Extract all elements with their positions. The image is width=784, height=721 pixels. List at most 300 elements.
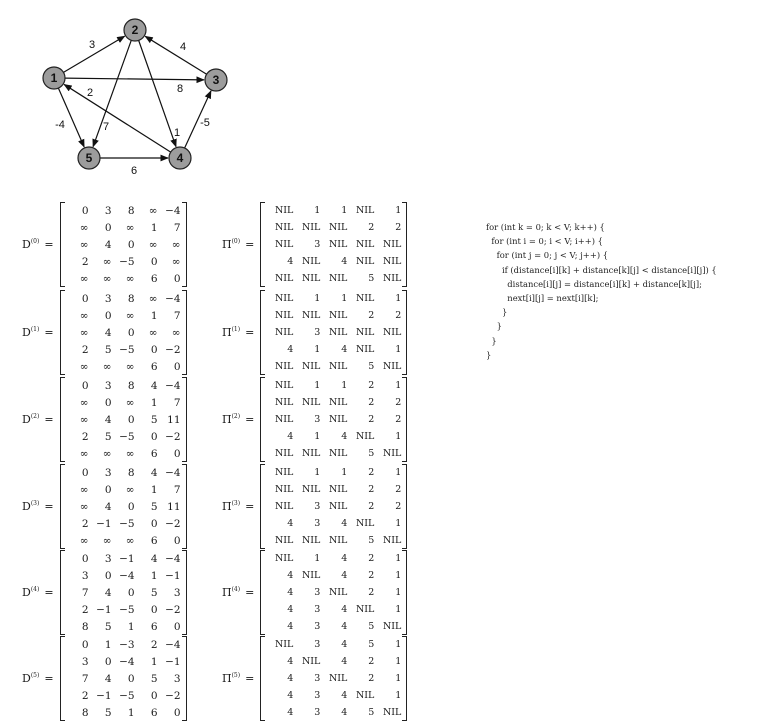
matrix-cell: NIL xyxy=(274,239,294,250)
matrix-row xyxy=(266,550,401,567)
matrix-cell: 4 xyxy=(104,326,112,339)
matrix-cell: 2 xyxy=(368,673,375,684)
predecessor-matrix xyxy=(260,290,407,375)
matrix-row xyxy=(66,584,181,601)
matrix-cell: 4 xyxy=(104,238,112,251)
matrix-cell: 4 xyxy=(287,344,294,355)
matrix-cell: 3 xyxy=(314,327,321,338)
matrix-cell: NIL xyxy=(382,707,402,718)
matrix-cell: −5 xyxy=(119,255,135,268)
matrix-cell: 2 xyxy=(150,638,158,651)
graph-svg xyxy=(22,0,252,180)
matrix-cell: 0 xyxy=(81,638,89,651)
matrix-row xyxy=(266,515,401,532)
matrix-row xyxy=(66,219,181,236)
matrix-cell: NIL xyxy=(301,484,321,495)
matrix-cell: 3 xyxy=(314,639,321,650)
matrix-cell: −4 xyxy=(119,569,135,582)
matrix-cell: NIL xyxy=(301,361,321,372)
matrix-cell: 3 xyxy=(104,379,112,392)
matrix-cell: ∞ xyxy=(125,309,135,322)
edge-4-1 xyxy=(64,84,171,152)
matrix-cell: 0 xyxy=(127,500,135,513)
matrix-row xyxy=(266,567,401,584)
matrix-cell: 5 xyxy=(368,707,375,718)
matrix-cell: 4 xyxy=(287,256,294,267)
matrix-cell: NIL xyxy=(355,344,375,355)
matrix-cell: 3 xyxy=(173,586,181,599)
matrix-cell: NIL xyxy=(328,535,348,546)
matrix-cell: NIL xyxy=(328,239,348,250)
matrix-cell: NIL xyxy=(274,273,294,284)
code-line: for (int i = 0; i < V; i++) { xyxy=(486,236,604,247)
matrix-symbol: D xyxy=(22,586,31,599)
matrix-cell: 2 xyxy=(368,570,375,581)
matrix-cell: 6 xyxy=(150,706,158,719)
code-line: if (distance[i][k] + distance[k][j] < distance[i][j]) { xyxy=(486,264,717,275)
matrix-cell: 5 xyxy=(368,621,375,632)
matrix-cell: 4 xyxy=(150,552,158,565)
distance-matrix xyxy=(60,290,187,375)
edge-2-4 xyxy=(139,40,176,146)
matrix-cell: 0 xyxy=(173,360,181,373)
matrix-row xyxy=(266,253,401,270)
matrix-cell: NIL xyxy=(274,310,294,321)
node-label: 3 xyxy=(212,73,220,87)
matrix-cell: −1 xyxy=(96,689,112,702)
equals-sign: = xyxy=(44,672,54,685)
matrix-cell: 1 xyxy=(395,553,402,564)
matrix-cell: NIL xyxy=(301,310,321,321)
matrix-cell: 3 xyxy=(314,690,321,701)
d-matrix-block xyxy=(22,290,187,375)
code-line: for (int j = 0; j < V; j++) { xyxy=(486,250,609,261)
matrix-cell: 3 xyxy=(104,552,112,565)
matrix-cell: NIL xyxy=(355,293,375,304)
matrix-row xyxy=(266,377,401,394)
matrix-cell: NIL xyxy=(382,273,402,284)
matrix-cell: −2 xyxy=(165,689,181,702)
matrix-row xyxy=(266,636,401,653)
matrix-cell: ∞ xyxy=(79,221,89,234)
matrix-cell: 0 xyxy=(81,466,89,479)
matrix-row xyxy=(266,670,401,687)
matrix-cell: 4 xyxy=(287,604,294,615)
matrix-cell: −4 xyxy=(165,466,181,479)
matrix-cell: 1 xyxy=(395,604,402,615)
code-line: } xyxy=(486,349,492,360)
matrix-cell: 4 xyxy=(341,707,348,718)
node-5 xyxy=(78,147,100,169)
matrix-cell: 4 xyxy=(341,256,348,267)
matrix-cell: ∞ xyxy=(79,309,89,322)
predecessor-matrix xyxy=(260,377,407,462)
matrix-row xyxy=(66,687,181,704)
distance-matrix xyxy=(60,550,187,635)
matrix-cell: ∞ xyxy=(79,483,89,496)
matrix-row xyxy=(266,481,401,498)
matrix-cell: 4 xyxy=(341,518,348,529)
matrix-cell: NIL xyxy=(328,501,348,512)
matrix-cell: 2 xyxy=(368,501,375,512)
matrix-cell: 1 xyxy=(314,344,321,355)
matrix-cell: 4 xyxy=(150,379,158,392)
matrix-row xyxy=(66,394,181,411)
matrix-symbol: Π xyxy=(222,672,232,685)
matrix-cell: NIL xyxy=(382,361,402,372)
matrix-cell: ∞ xyxy=(102,447,112,460)
matrix-cell: 0 xyxy=(150,603,158,616)
edge-weight-2-5: 7 xyxy=(102,121,110,133)
matrix-cell: NIL xyxy=(355,327,375,338)
matrix-cell: NIL xyxy=(328,397,348,408)
matrix-cell: −5 xyxy=(119,517,135,530)
matrix-cell: NIL xyxy=(274,222,294,233)
matrix-cell: 4 xyxy=(341,431,348,442)
matrix-cell: 4 xyxy=(341,344,348,355)
edge-weight-5-4: 6 xyxy=(130,165,138,177)
matrix-cell: NIL xyxy=(301,570,321,581)
matrix-cell: 2 xyxy=(368,380,375,391)
equals-sign: = xyxy=(44,326,54,339)
matrix-cell: NIL xyxy=(328,484,348,495)
matrix-row xyxy=(66,253,181,270)
matrix-cell: −1 xyxy=(96,517,112,530)
matrix-row xyxy=(66,358,181,375)
matrix-cell: 5 xyxy=(150,500,158,513)
matrix-cell: ∞ xyxy=(79,500,89,513)
matrix-cell: NIL xyxy=(382,256,402,267)
matrix-symbol: Π xyxy=(222,500,232,513)
matrix-cell: NIL xyxy=(301,273,321,284)
matrix-cell: 4 xyxy=(287,518,294,529)
matrix-cell: ∞ xyxy=(102,272,112,285)
matrix-cell: ∞ xyxy=(102,255,112,268)
matrix-cell: 1 xyxy=(314,380,321,391)
matrix-cell: 1 xyxy=(395,673,402,684)
matrix-label xyxy=(222,326,254,339)
matrix-cell: NIL xyxy=(328,361,348,372)
edge-weight-1-5: -4 xyxy=(55,119,65,131)
matrix-cell: −2 xyxy=(165,430,181,443)
matrix-cell: NIL xyxy=(274,467,294,478)
matrix-cell: 3 xyxy=(314,621,321,632)
matrix-row xyxy=(66,428,181,445)
matrix-superscript: (1) xyxy=(231,326,241,333)
matrix-cell: NIL xyxy=(355,205,375,216)
code-line: for (int k = 0; k < V; k++) { xyxy=(486,222,605,232)
matrix-cell: 1 xyxy=(341,205,348,216)
matrix-cell: −5 xyxy=(119,689,135,702)
matrix-row xyxy=(266,584,401,601)
matrix-cell: −2 xyxy=(165,517,181,530)
matrix-symbol: D xyxy=(22,413,31,426)
matrix-label xyxy=(22,672,54,685)
matrix-cell: 7 xyxy=(173,309,181,322)
matrix-row xyxy=(66,601,181,618)
matrix-cell: 11 xyxy=(167,500,181,513)
matrix-cell: 3 xyxy=(104,204,112,217)
matrix-cell: NIL xyxy=(328,273,348,284)
matrix-cell: 1 xyxy=(150,655,158,668)
predecessor-matrix xyxy=(260,464,407,549)
matrix-cell: 1 xyxy=(314,553,321,564)
matrix-cell: ∞ xyxy=(102,360,112,373)
matrix-cell: 3 xyxy=(173,672,181,685)
matrix-row xyxy=(266,411,401,428)
matrix-cell: 4 xyxy=(287,431,294,442)
matrix-superscript: (5) xyxy=(30,672,40,679)
matrix-label xyxy=(222,238,254,251)
matrix-cell: NIL xyxy=(328,310,348,321)
matrix-cell: 3 xyxy=(81,655,89,668)
matrix-cell: 5 xyxy=(104,430,112,443)
matrix-cell: 1 xyxy=(150,483,158,496)
matrix-cell: −4 xyxy=(165,552,181,565)
matrix-cell: NIL xyxy=(274,380,294,391)
matrix-cell: 0 xyxy=(127,326,135,339)
d-matrix-block xyxy=(22,636,187,721)
matrix-cell: 2 xyxy=(81,430,89,443)
matrix-cell: NIL xyxy=(355,239,375,250)
matrix-cell: −1 xyxy=(119,552,135,565)
matrix-cell: ∞ xyxy=(79,534,89,547)
matrix-cell: 2 xyxy=(395,397,402,408)
matrix-cell: 1 xyxy=(150,309,158,322)
matrix-cell: 5 xyxy=(104,343,112,356)
matrix-cell: 6 xyxy=(150,272,158,285)
matrix-superscript: (0) xyxy=(231,238,241,245)
distance-matrix xyxy=(60,202,187,287)
d-matrix-block xyxy=(22,202,187,287)
edge-weight-4-1: 2 xyxy=(86,87,94,99)
matrix-row xyxy=(66,290,181,307)
matrix-cell: −5 xyxy=(119,343,135,356)
matrix-cell: 2 xyxy=(81,343,89,356)
pi-matrix-block xyxy=(222,464,407,549)
matrix-cell: 7 xyxy=(173,396,181,409)
matrix-cell: 8 xyxy=(81,620,89,633)
matrix-cell: 2 xyxy=(395,501,402,512)
matrix-cell: 0 xyxy=(104,483,112,496)
matrix-cell: 1 xyxy=(395,380,402,391)
d-matrix-block xyxy=(22,464,187,549)
matrix-row xyxy=(66,307,181,324)
matrix-cell: 3 xyxy=(104,466,112,479)
matrix-row xyxy=(266,445,401,462)
matrix-cell: 2 xyxy=(368,656,375,667)
matrix-cell: ∞ xyxy=(125,447,135,460)
matrix-cell: 1 xyxy=(341,467,348,478)
matrix-row xyxy=(66,532,181,549)
node-label: 1 xyxy=(50,71,58,85)
matrix-cell: 8 xyxy=(81,706,89,719)
node-3 xyxy=(205,69,227,91)
matrix-cell: 11 xyxy=(167,413,181,426)
matrix-cell: NIL xyxy=(274,361,294,372)
matrix-cell: ∞ xyxy=(125,483,135,496)
matrix-row xyxy=(66,270,181,287)
matrix-cell: 4 xyxy=(341,639,348,650)
matrix-cell: 0 xyxy=(150,517,158,530)
matrix-cell: 4 xyxy=(341,570,348,581)
matrix-cell: NIL xyxy=(274,205,294,216)
equals-sign: = xyxy=(44,413,54,426)
matrix-cell: NIL xyxy=(274,535,294,546)
matrix-cell: 1 xyxy=(150,221,158,234)
code-line: } xyxy=(486,307,508,318)
matrix-cell: 0 xyxy=(150,689,158,702)
predecessor-matrix xyxy=(260,636,407,721)
matrix-cell: 4 xyxy=(287,673,294,684)
matrix-row xyxy=(66,464,181,481)
d-matrix-block xyxy=(22,550,187,635)
matrix-cell: 0 xyxy=(104,309,112,322)
matrix-row xyxy=(266,394,401,411)
matrix-row xyxy=(66,618,181,635)
matrix-cell: NIL xyxy=(355,690,375,701)
matrix-cell: 1 xyxy=(395,587,402,598)
matrix-cell: NIL xyxy=(355,518,375,529)
matrix-row xyxy=(266,324,401,341)
matrix-cell: −4 xyxy=(165,204,181,217)
matrix-cell: 4 xyxy=(104,586,112,599)
matrix-row xyxy=(66,550,181,567)
matrix-superscript: (1) xyxy=(30,326,40,333)
matrix-cell: 6 xyxy=(150,620,158,633)
matrix-symbol: Π xyxy=(222,413,232,426)
matrix-row xyxy=(266,601,401,618)
distance-matrix xyxy=(60,464,187,549)
matrix-row xyxy=(66,653,181,670)
matrix-cell: 3 xyxy=(314,239,321,250)
matrix-cell: 2 xyxy=(368,553,375,564)
matrix-row xyxy=(66,567,181,584)
matrix-cell: NIL xyxy=(382,448,402,459)
matrix-cell: 2 xyxy=(81,689,89,702)
matrix-cell: 2 xyxy=(368,222,375,233)
matrix-row xyxy=(266,307,401,324)
matrix-cell: NIL xyxy=(301,656,321,667)
matrix-row xyxy=(66,515,181,532)
matrix-symbol: D xyxy=(22,672,31,685)
edge-weight-3-2: 4 xyxy=(179,41,187,53)
matrix-cell: −1 xyxy=(165,655,181,668)
matrix-cell: 0 xyxy=(81,204,89,217)
code-line: } xyxy=(486,335,497,346)
matrix-superscript: (2) xyxy=(231,413,241,420)
matrix-cell: NIL xyxy=(274,397,294,408)
node-4 xyxy=(169,147,191,169)
matrix-cell: 2 xyxy=(368,467,375,478)
code-line: next[i][j] = next[i][k]; xyxy=(486,292,599,303)
matrix-cell: 4 xyxy=(287,570,294,581)
node-2 xyxy=(124,19,146,41)
matrix-cell: 0 xyxy=(173,706,181,719)
matrix-row xyxy=(266,358,401,375)
matrix-label xyxy=(222,586,254,599)
matrix-cell: 4 xyxy=(287,690,294,701)
matrix-cell: 0 xyxy=(104,655,112,668)
matrix-cell: NIL xyxy=(355,256,375,267)
matrix-row xyxy=(66,202,181,219)
matrix-cell: 4 xyxy=(287,621,294,632)
matrix-cell: 3 xyxy=(314,604,321,615)
matrix-cell: 3 xyxy=(314,414,321,425)
matrix-cell: NIL xyxy=(274,327,294,338)
matrix-cell: NIL xyxy=(274,639,294,650)
matrix-row xyxy=(266,290,401,307)
matrix-cell: −5 xyxy=(119,430,135,443)
matrix-cell: 4 xyxy=(341,604,348,615)
node-label: 2 xyxy=(131,23,139,37)
matrix-row xyxy=(266,618,401,635)
matrix-cell: 8 xyxy=(127,466,135,479)
matrix-cell: 1 xyxy=(395,570,402,581)
matrix-cell: 2 xyxy=(395,310,402,321)
matrix-cell: 2 xyxy=(81,517,89,530)
matrix-cell: 6 xyxy=(150,447,158,460)
matrix-cell: 5 xyxy=(368,639,375,650)
matrix-symbol: Π xyxy=(222,326,232,339)
matrix-cell: NIL xyxy=(382,327,402,338)
matrix-cell: ∞ xyxy=(171,238,181,251)
matrix-cell: 4 xyxy=(104,413,112,426)
matrix-cell: ∞ xyxy=(148,204,158,217)
pi-matrix-block xyxy=(222,290,407,375)
matrix-cell: 5 xyxy=(368,273,375,284)
matrix-cell: 0 xyxy=(173,620,181,633)
equals-sign: = xyxy=(245,326,255,339)
matrix-cell: −1 xyxy=(165,569,181,582)
matrix-cell: 1 xyxy=(314,467,321,478)
matrix-cell: −4 xyxy=(119,655,135,668)
matrix-cell: ∞ xyxy=(79,447,89,460)
matrix-cell: 6 xyxy=(150,360,158,373)
matrix-row xyxy=(66,704,181,721)
node-1 xyxy=(43,67,65,89)
matrix-cell: −4 xyxy=(165,292,181,305)
matrix-cell: NIL xyxy=(382,535,402,546)
matrix-cell: 5 xyxy=(104,706,112,719)
matrix-cell: ∞ xyxy=(79,360,89,373)
matrix-cell: 1 xyxy=(314,205,321,216)
matrix-cell: 1 xyxy=(150,396,158,409)
matrix-cell: 7 xyxy=(81,672,89,685)
matrix-symbol: Π xyxy=(222,586,232,599)
matrix-cell: 1 xyxy=(395,467,402,478)
matrix-cell: −1 xyxy=(96,603,112,616)
pi-matrix-block xyxy=(222,377,407,462)
matrix-cell: 4 xyxy=(287,707,294,718)
matrix-cell: 1 xyxy=(314,431,321,442)
matrix-row xyxy=(66,411,181,428)
matrix-cell: 1 xyxy=(395,690,402,701)
matrix-cell: 4 xyxy=(341,656,348,667)
code-line: distance[i][j] = distance[i][k] + distance[k][j]; xyxy=(486,278,702,289)
matrix-label xyxy=(22,413,54,426)
matrix-cell: 1 xyxy=(341,380,348,391)
matrix-label xyxy=(22,326,54,339)
node-label: 4 xyxy=(176,151,184,165)
matrix-cell: 1 xyxy=(127,706,135,719)
matrix-symbol: D xyxy=(22,238,31,251)
matrix-row xyxy=(66,498,181,515)
matrix-cell: 0 xyxy=(173,534,181,547)
matrix-label xyxy=(222,672,254,685)
matrix-cell: 1 xyxy=(395,518,402,529)
matrix-cell: NIL xyxy=(328,222,348,233)
